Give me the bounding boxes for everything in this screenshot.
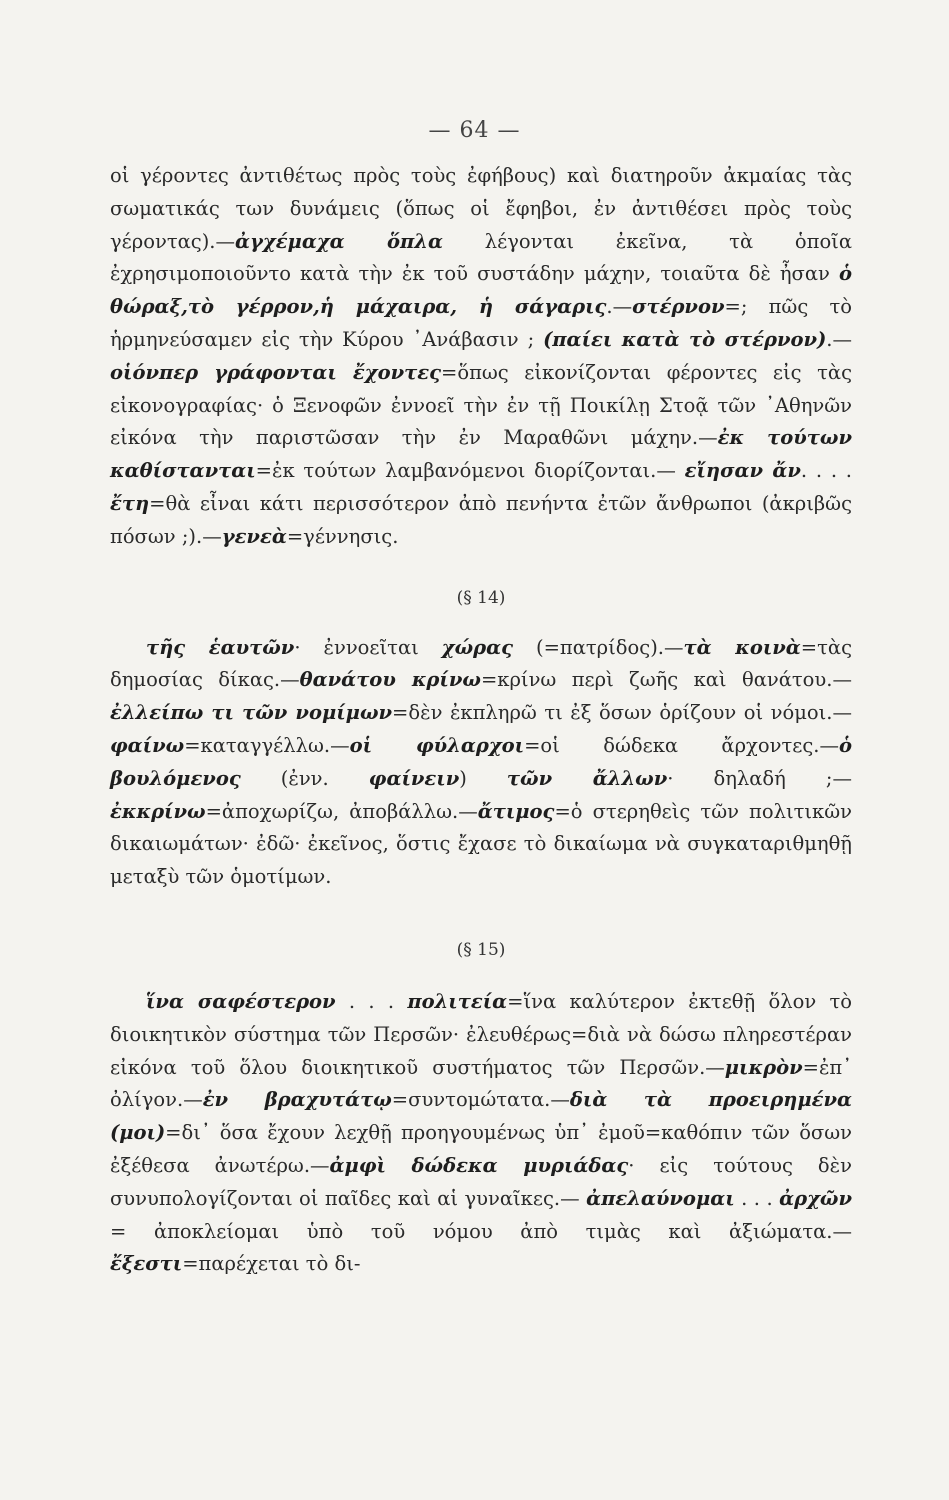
lemma: ὁ βουλόμενος: [110, 733, 852, 790]
text-run: =δὲν ἐκπληρῶ τι ἐξ ὅσων ὁρίζουν οἱ νόμοι.—: [392, 701, 852, 725]
lemma: φαίνω: [110, 733, 185, 757]
text-run: =τὰς δημοσίας δίκας.—: [110, 635, 853, 692]
text-run: =ἀποχωρίζω, ἀποβάλλω.—: [205, 799, 478, 823]
lemma: μικρὸν: [724, 1055, 803, 1079]
text-run: =παρέχεται τὸ δι-: [182, 1252, 361, 1276]
text-run: =ὅπως εἰκονίζονται φέροντες εἰς τὰς εἰκονογραφίας· ὁ Ξενοφῶν ἐννοεῖ τὴν ἐν τῇ Ποικίλῃ Στοᾷ τῶν ᾿Αθηνῶν εἰκόνα τὴν παριστῶσαν τὴν ἐν Μαραθῶνι μάχην.—: [110, 360, 852, 450]
text-run: · ἐννοεῖται: [294, 635, 442, 659]
lemma: ἐκκρίνω: [110, 799, 206, 823]
lemma: θανάτου κρίνω: [299, 668, 481, 692]
lemma: ἔξεστι: [110, 1252, 183, 1276]
lemma: οἱ φύλαρχοι: [349, 733, 525, 757]
lemma: ἀμφὶ δώδεκα μυριάδας: [329, 1153, 629, 1177]
lemma: ἔτη: [110, 491, 150, 515]
text-run: =; πῶς τὸ ἡρμηνεύσαμεν εἰς τὴν Κύρου ᾿Ανάβασιν ;: [110, 295, 852, 351]
text-run: =ἵνα καλύτερον ἐκτεθῇ ὅλον τὸ διοικητικὸν σύστημα τῶν Περσῶν· ἐλευθέρως=διὰ νὰ δώσω πληρεστέραν εἰκόνα τοῦ ὅλου διοικητικοῦ συστήματος τῶν Περσῶν.—: [110, 989, 853, 1079]
text-run: =συντομώτατα.—: [391, 1088, 570, 1112]
text-run: (=πατρίδος).—: [513, 635, 684, 659]
lemma: ἐκ τούτων καθίστανται: [110, 426, 852, 483]
text-run: =καταγγέλλω.—: [184, 733, 350, 757]
lemma: γενεὰ: [221, 524, 287, 548]
text-run: . . . .: [800, 459, 852, 483]
lemma: διὰ τὰ προειρημένα (μοι): [110, 1088, 852, 1145]
lemma: οἱόνπερ γράφονται ἔχοντες: [110, 360, 441, 384]
lemma: τὰ κοινὰ: [683, 635, 801, 659]
lemma: ἀρχῶν: [779, 1186, 853, 1210]
text-run: . . .: [335, 989, 408, 1013]
text-run: =ἐπ᾿ ὀλίγον.—: [110, 1055, 852, 1112]
text-run: =ἐκ τούτων λαμβανόμενοι διορίζονται.—: [255, 459, 685, 483]
lemma: ὁ θώραξ,τὸ γέρρον,ἡ μάχαιρα, ἡ σάγαρις: [110, 262, 852, 319]
text-run: .—: [826, 327, 852, 351]
lemma: ἐλλείπω τι τῶν νομίμων: [110, 701, 393, 725]
lemma: ἵνα σαφέστερον: [146, 989, 336, 1013]
text-run: ): [459, 766, 507, 790]
lemma: τῆς ἑαυτῶν: [146, 635, 295, 659]
lemma: ἐν βραχυτάτῳ: [202, 1088, 392, 1112]
text-run: · δηλαδή ;—: [667, 766, 852, 790]
paragraph-commentary-15: [110, 986, 852, 1281]
text-run: =ὁ στερηθεὶς τῶν πολιτικῶν δικαιωμάτων· ἐδῶ· ἐκεῖνος, ὅστις ἔχασε τὸ δικαίωμα νὰ συγκαταριθμηθῇ μεταξὺ τῶν ὁμοτίμων.: [110, 799, 852, 889]
page-body: [110, 160, 852, 1281]
text-run: =θὰ εἶναι κάτι περισσότερον ἀπὸ πενήντα ἐτῶν ἄνθρωποι (ἀκριβῶς πόσων ;).—: [110, 491, 852, 548]
text-run: =οἱ δώδεκα ἄρχοντες.—: [524, 733, 839, 757]
lemma: ἄτιμος: [477, 799, 555, 823]
lemma: ἀγχέμαχα ὅπλα: [235, 229, 443, 253]
text-run: =γέννησις.: [286, 524, 399, 548]
paragraph-commentary-14: [110, 632, 852, 894]
text-run: λέγονται ἐκεῖνα, τὰ ὁποῖα ἐχρησιμοποιοῦντο κατὰ τὴν ἐκ τοῦ συστάδην μάχην, τοιαῦτα δὲ ἦσαν: [110, 229, 853, 286]
section-heading-15: (§ 15): [456, 939, 506, 960]
lemma: (παίει κατὰ τὸ στέρνον): [543, 327, 827, 351]
lemma: πολιτεία: [407, 989, 508, 1013]
lemma: χώρας: [441, 635, 513, 659]
paragraph-commentary-13: [110, 160, 852, 554]
text-run: =κρίνω περὶ ζωῆς καὶ θανάτου.—: [480, 668, 852, 692]
text-run: · εἰς τούτους δὲν συνυπολογίζονται οἱ παῖδες καὶ αἱ γυναῖκες.—: [110, 1153, 852, 1210]
text-run: =δι᾿ ὅσα ἔχουν λεχθῇ προηγουμένως ὑπ᾿ ἐμοῦ=καθόπιν τῶν ὅσων ἐξέθεσα ἀνωτέρω.—: [110, 1121, 852, 1177]
lemma: στέρνον: [632, 295, 725, 319]
section-heading-14: (§ 14): [456, 587, 506, 608]
text-run: .—: [606, 295, 633, 319]
lemma: ἀπελαύνομαι: [586, 1186, 735, 1210]
text-run: (ἐνν.: [240, 766, 369, 790]
lemma: εἴησαν ἄν: [684, 459, 801, 483]
lemma: τῶν ἄλλων: [506, 766, 668, 790]
lemma: φαίνειν: [368, 766, 460, 790]
page-number: — 64 —: [428, 118, 521, 143]
text-run: . . .: [734, 1186, 780, 1210]
text-run: οἱ γέροντες ἀντιθέτως πρὸς τοὺς ἐφήβους) καὶ διατηροῦν ἀκμαίας τὰς σωματικάς των δυνάμεις (ὅπως οἱ ἔφηβοι, ἐν ἀντιθέσει πρὸς τοὺς γέροντας).—: [110, 164, 852, 253]
text-run: = ἀποκλείομαι ὑπὸ τοῦ νόμου ἀπὸ τιμὰς καὶ ἀξιώματα.—: [110, 1219, 852, 1243]
